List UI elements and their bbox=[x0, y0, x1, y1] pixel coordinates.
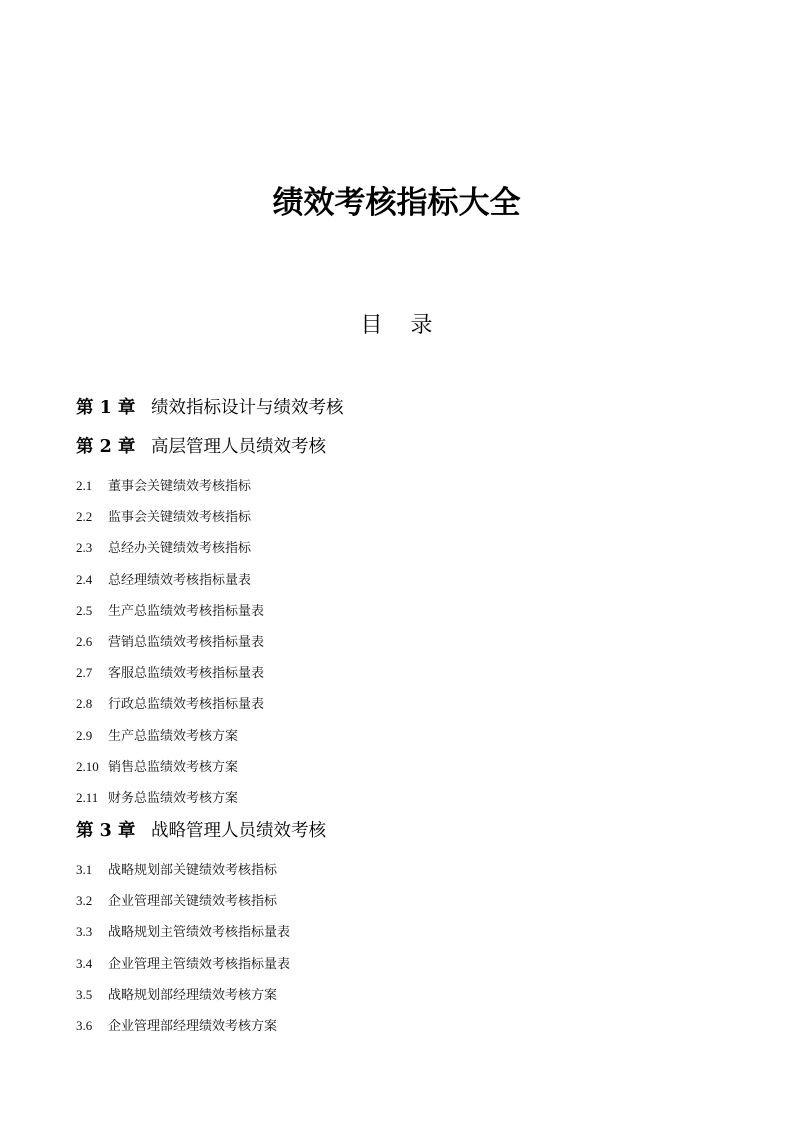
item-title: 行政总监绩效考核指标量表 bbox=[108, 697, 265, 713]
item-number: 2.10 bbox=[76, 758, 99, 774]
chapter-title: 高层管理人员绩效考核 bbox=[151, 437, 326, 457]
chapter-number: 第 2 章 bbox=[76, 437, 136, 457]
toc-chapter[interactable] bbox=[76, 813, 756, 849]
item-title: 生产总监绩效考核指标量表 bbox=[108, 603, 265, 619]
chapter-number: 第 3 章 bbox=[76, 821, 136, 842]
item-number: 2.1 bbox=[76, 478, 93, 493]
item-title: 生产总监绩效考核方案 bbox=[108, 728, 239, 744]
item-number: 2.2 bbox=[76, 509, 93, 525]
item-title: 战略规划主管绩效考核指标量表 bbox=[108, 925, 291, 941]
item-number: 2.3 bbox=[76, 540, 93, 556]
item-title: 财务总监绩效考核方案 bbox=[108, 790, 239, 806]
item-number: 3.3 bbox=[76, 924, 93, 940]
toc-item[interactable] bbox=[76, 595, 756, 626]
toc-chapter[interactable] bbox=[76, 387, 756, 429]
item-number: 3.1 bbox=[76, 862, 93, 878]
item-title: 企业管理部关键绩效考核指标 bbox=[108, 894, 278, 910]
item-number: 3.2 bbox=[76, 893, 93, 909]
toc-item[interactable] bbox=[76, 1010, 756, 1041]
toc-item[interactable] bbox=[76, 782, 756, 813]
item-number: 2.8 bbox=[76, 696, 93, 712]
item-title: 战略规划部关键绩效考核指标 bbox=[108, 863, 278, 879]
item-title: 总经办关键绩效考核指标 bbox=[108, 541, 252, 557]
item-title: 企业管理主管绩效考核指标量表 bbox=[108, 956, 291, 972]
item-number: 2.9 bbox=[76, 727, 93, 743]
toc-item[interactable] bbox=[76, 720, 756, 751]
toc-item[interactable] bbox=[76, 532, 756, 563]
toc-item[interactable] bbox=[76, 626, 756, 657]
item-title: 战略规划部经理绩效考核方案 bbox=[108, 987, 278, 1003]
document-title: 绩效考核指标大全 bbox=[272, 185, 521, 221]
toc-heading-char: 录 bbox=[410, 313, 433, 338]
toc-item[interactable] bbox=[76, 501, 756, 532]
toc-item[interactable] bbox=[76, 916, 756, 947]
chapter-title: 战略管理人员绩效考核 bbox=[151, 821, 326, 842]
toc-item[interactable] bbox=[76, 948, 756, 979]
item-number: 3.4 bbox=[76, 955, 93, 971]
item-number: 3.6 bbox=[76, 1018, 93, 1033]
item-title: 企业管理部经理绩效考核方案 bbox=[108, 1019, 278, 1034]
toc-chapter[interactable] bbox=[76, 429, 756, 465]
toc-item[interactable] bbox=[76, 885, 756, 916]
item-title: 销售总监绩效考核方案 bbox=[108, 759, 239, 775]
item-number: 2.6 bbox=[76, 633, 93, 649]
toc-item[interactable] bbox=[76, 564, 756, 595]
item-number: 3.5 bbox=[76, 986, 93, 1002]
toc-heading-char: 目 bbox=[360, 313, 383, 338]
chapter-title: 绩效指标设计与绩效考核 bbox=[151, 398, 344, 418]
item-title: 董事会关键绩效考核指标 bbox=[108, 479, 252, 494]
item-title: 营销总监绩效考核指标量表 bbox=[108, 634, 265, 650]
toc-item[interactable] bbox=[76, 979, 756, 1010]
item-number: 2.5 bbox=[76, 602, 93, 618]
toc-item[interactable] bbox=[76, 657, 756, 688]
toc-item[interactable] bbox=[76, 688, 756, 719]
table-of-contents bbox=[76, 387, 756, 1041]
item-number: 2.7 bbox=[76, 665, 93, 681]
item-title: 监事会关键绩效考核指标 bbox=[108, 510, 252, 526]
item-number: 2.4 bbox=[76, 571, 93, 587]
item-title: 总经理绩效考核指标量表 bbox=[108, 572, 252, 588]
toc-heading bbox=[0, 310, 793, 342]
chapter-number: 第 1 章 bbox=[76, 398, 136, 418]
item-number: 2.11 bbox=[76, 789, 99, 805]
toc-item[interactable] bbox=[76, 751, 756, 782]
toc-item[interactable] bbox=[76, 470, 756, 501]
toc-item[interactable] bbox=[76, 854, 756, 885]
item-title: 客服总监绩效考核指标量表 bbox=[108, 666, 265, 682]
